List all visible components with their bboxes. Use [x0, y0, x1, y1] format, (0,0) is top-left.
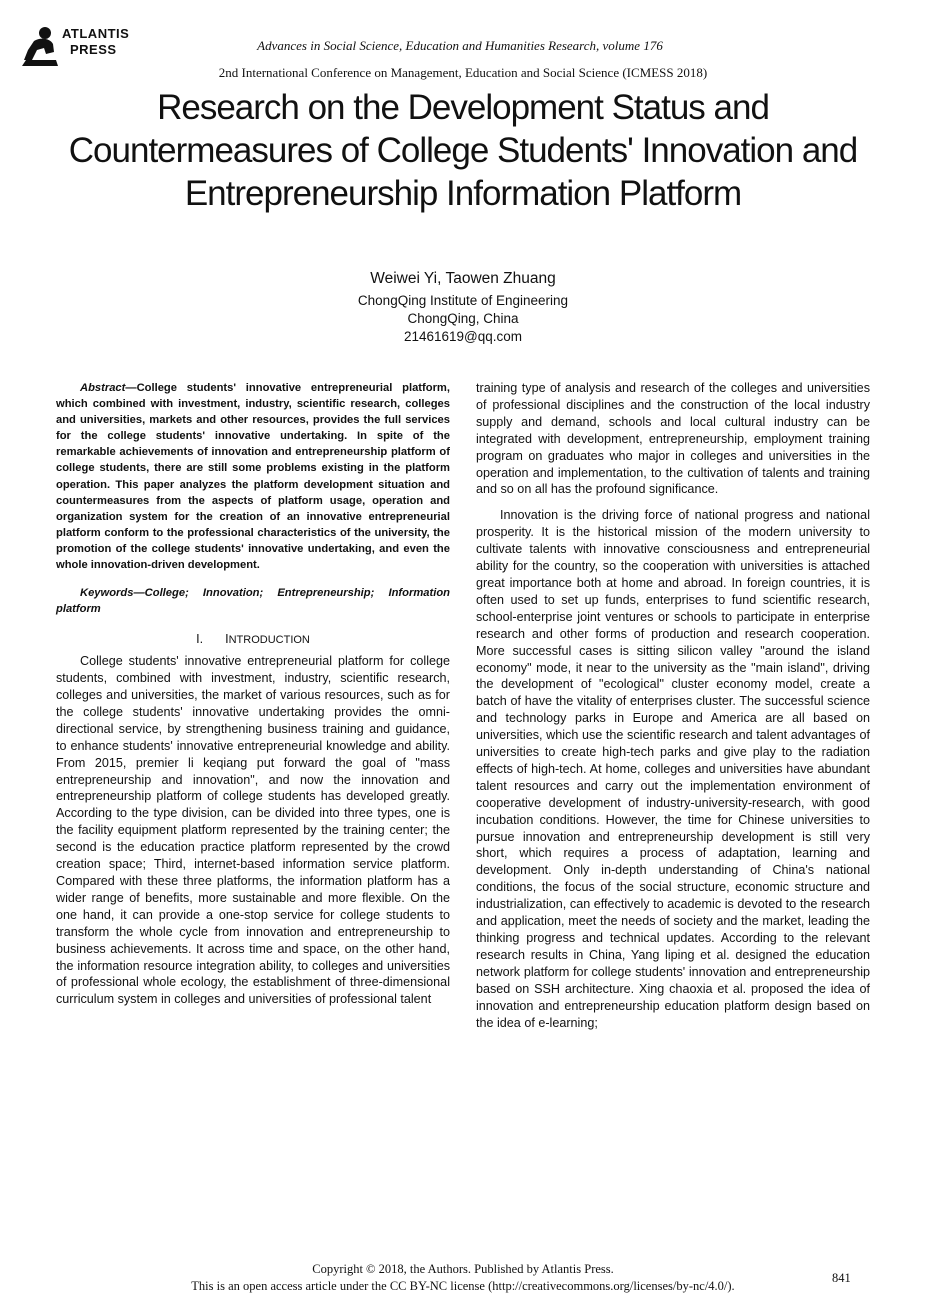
title-line-3: Entrepreneurship Information Platform — [184, 174, 742, 213]
page-number: 841 — [832, 1271, 851, 1285]
abstract-dash: — — [125, 382, 137, 394]
conference-name: 2nd International Conference on Management, Education and Social Science (ICMESS 2018) — [218, 65, 708, 80]
location: ChongQing, China — [407, 311, 519, 326]
keywords-label: Keywords — [80, 587, 134, 600]
footer — [0, 1261, 926, 1295]
abstract — [56, 380, 450, 573]
section-title-initial: I — [225, 632, 229, 647]
logo-text-press: PRESS — [70, 42, 117, 57]
section-number: I. — [196, 632, 204, 647]
authors: Weiwei Yi, Taowen Zhuang — [370, 270, 556, 287]
abstract-text: College students' innovative entrepreneurial platform, which combined with investment, industry, scientific research, colleges and universities, markets and other resources, provides the full services for the college students' innovative undertaking. In spite of the remarkable achievements of innovation and entrepreneurship platform of college students, there are still some problems existing in the platform operation. This paper analyzes the platform development situation and countermeasures from the aspects of platform usage, operation and organization system for the creation of an innovative entrepreneurial platform conform to the professional characteristics of the university, the promotion of the college students' innovative undertaking, and even the whole innovation-driven development. — [56, 382, 450, 572]
abstract-label: Abstract — [80, 382, 126, 394]
logo-text-atlantis: ATLANTIS — [62, 26, 130, 41]
title-line-2: Countermeasures of College Students' Innovation and — [68, 131, 858, 170]
affiliation: ChongQing Institute of Engineering — [357, 293, 569, 308]
left-column — [56, 380, 450, 1008]
intro-paragraph-1-continued: training type of analysis and research of the colleges and universities of professional disciplines and the construction of the local industry supply and demand, schools and local cultural industry can be integrated with development, entrepreneurship, employment training program on graduates who major in colleges and universities in the operation and implementation, to the cultivation of talents and training and so on all has the profound significance. — [476, 381, 870, 497]
copyright-notice: Copyright © 2018, the Authors. Published by Atlantis Press. — [312, 1262, 614, 1276]
author-email: 21461619@qq.com — [403, 329, 523, 344]
section-heading-introduction — [56, 631, 450, 649]
keywords — [56, 585, 450, 617]
thinker-logo-icon — [20, 24, 60, 68]
section-title-rest: NTRODUCTION — [228, 634, 310, 647]
intro-paragraph-2: Innovation is the driving force of national progress and national prosperity. It is the historical mission of the modern university to cultivate talents with innovative consciousness and entrepreneurial ability for the country, so the cooperation with universities is attached great importance both at home and abroad. In foreign countries, it is often used to set up funds, enterprises to fund scientific research, school-enterprise joint ventures or schools to participate in enterprise research and other forms of production and research cooperation. More successful cases is sitting silicon valley "around the island economy" mode, it near to the university as the "main island", driving the development of "ecological" cluster economy model, create a batch of have the vitality of enterprises cluster. The successful science and technology parks in Europe and America are all based on universities, which use the scientific research and talent advantages of universities to create high-tech parks and give play to the radiation effects of high-tech. At home, colleges and universities have abundant talent resources and carry out the implementation environment of cooperative development of industry-university-research, with good incubation conditions. However, the time for Chinese universities to pursue innovation and entrepreneurship development is still very short, which requires a process of adaptation, learning and development. Only in-depth understanding of China's national conditions, the focus of the social structure, economic structure and industrialization, can effectively to academic is devoted to the research and application, meet the needs of society and the market, leading the thinking progress and technical updates. According to the relevant research results in China, Yang liping et al. designed the education network platform for college students' innovation and entrepreneurship based on SSH architecture. Xing chaoxia et al. proposed the idea of innovation and entrepreneurship education platform design based on the idea of e-learning; — [476, 508, 870, 1030]
publisher-logo — [20, 24, 140, 68]
journal-name: Advances in Social Science, Education and Humanities Research, volume 176 — [257, 38, 663, 53]
license-notice: This is an open access article under the CC BY-NC license (http://creativecommons.org/licenses/by-nc/4.0/). — [191, 1279, 735, 1293]
affiliation-block — [0, 292, 926, 346]
keywords-text: College; Innovation; Entrepreneurship; Information platform — [56, 587, 450, 616]
title-line-1: Research on the Development Status and — [157, 88, 769, 127]
keywords-dash: — — [133, 587, 145, 600]
right-column — [476, 380, 870, 1031]
paper-title — [30, 86, 896, 215]
intro-paragraph-1: College students' innovative entrepreneurial platform for college students, combined with investment, industry, scientific research, colleges and universities, the market of various resources, such as for the college students' innovative undertaking provides the omni-directional service, by strengthening business training and guidance, to enhance students' innovative entrepreneurial knowledge and ability. From 2015, premier li keqiang put forward the goal of "mass entrepreneurship and innovation", and now the innovation and entrepreneurship platform of college students has developed greatly. According to the type division, can be divided into three types, one is the facility equipment platform represented by the training center; the second is the education practice platform represented by the crowd creation space; Third, internet-based information service platform. Compared with these three platforms, the information platform has a wider range of benefits, more sustainable and more flexible. On the one hand, it can provide a one-stop service for college students to transform the whole cycle from innovation and entrepreneurship to business achievements. It across time and space, on the other hand, the information resource integration ability, to colleges and universities of professional whole ecology, the establishment of three-dimensional curriculum system in colleges and universities of professional talent — [56, 654, 450, 1007]
